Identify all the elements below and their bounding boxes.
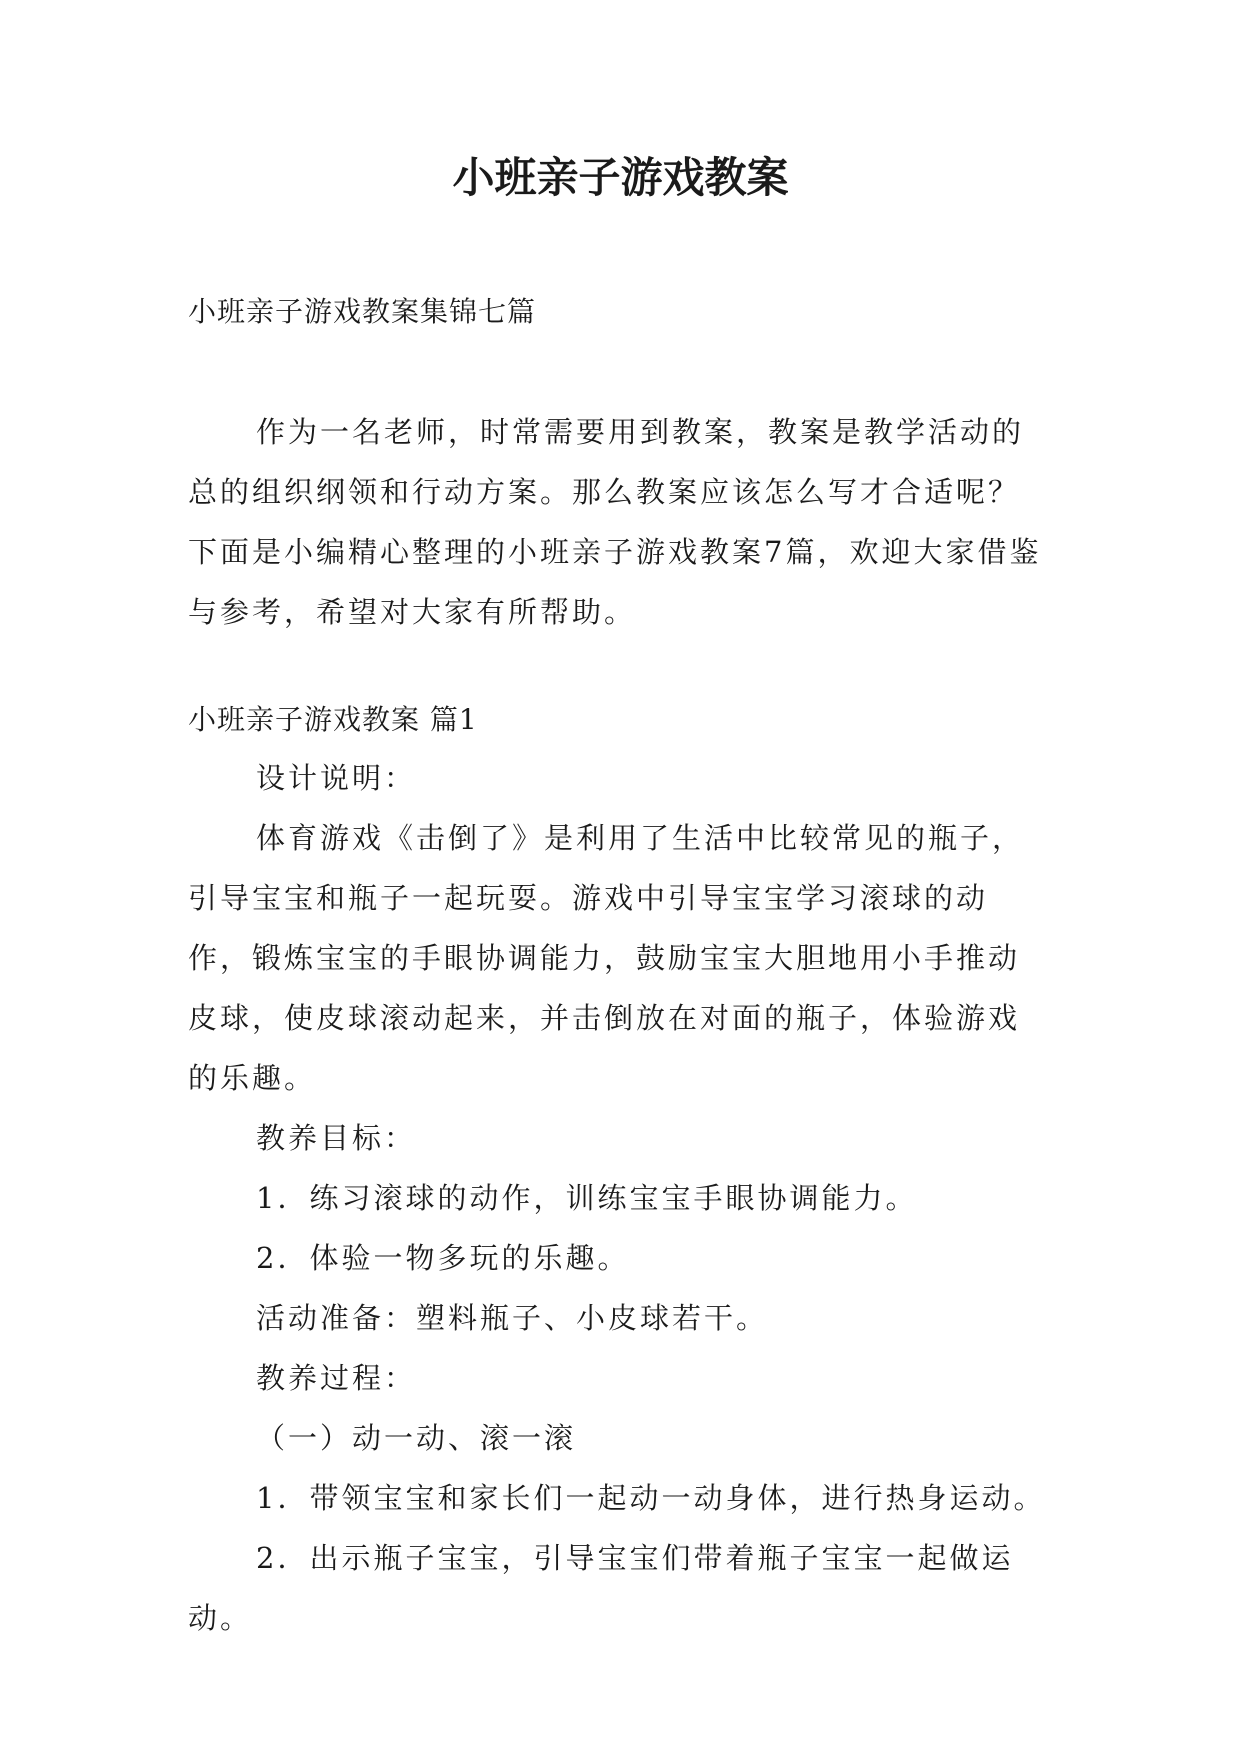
process-label: 教养过程： bbox=[256, 1361, 417, 1395]
preparation-line: 活动准备：塑料瓶子、小皮球若干。 bbox=[256, 1301, 769, 1335]
intro-paragraph: 作为一名老师，时常需要用到教案，教案是教学活动的总的组织纲领和行动方案。那么教案应该怎么写才合适呢？下面是小编精心整理的小班亲子游戏教案7篇，欢迎大家借鉴与参考，希望对大家有所帮助。 bbox=[188, 415, 1042, 629]
goal-item-2: 2．体验一物多玩的乐趣。 bbox=[256, 1241, 630, 1275]
design-notes-paragraph: 体育游戏《击倒了》是利用了生活中比较常见的瓶子，引导宝宝和瓶子一起玩耍。游戏中引导宝宝学习滚球的动作，锻炼宝宝的手眼协调能力，鼓励宝宝大胆地用小手推动皮球，使皮球滚动起来，并击倒放在对面的瓶子，体验游戏的乐趣。 bbox=[188, 821, 1025, 1095]
goals-label: 教养目标： bbox=[256, 1121, 417, 1155]
section-body bbox=[188, 748, 1048, 1648]
section-heading: 小班亲子游戏教案 篇1 bbox=[188, 703, 478, 736]
document-subtitle: 小班亲子游戏教案集锦七篇 bbox=[188, 295, 537, 328]
design-notes-label: 设计说明： bbox=[256, 761, 417, 795]
process-step-2: 2．出示瓶子宝宝，引导宝宝们带着瓶子宝宝一起做运动。 bbox=[188, 1541, 1014, 1635]
process-subheading: （一）动一动、滚一滚 bbox=[256, 1421, 577, 1455]
document-title: 小班亲子游戏教案 bbox=[452, 153, 789, 202]
goal-item-1: 1．练习滚球的动作，训练宝宝手眼协调能力。 bbox=[256, 1181, 918, 1215]
process-step-1: 1．带领宝宝和家长们一起动一动身体，进行热身运动。 bbox=[256, 1481, 1046, 1515]
